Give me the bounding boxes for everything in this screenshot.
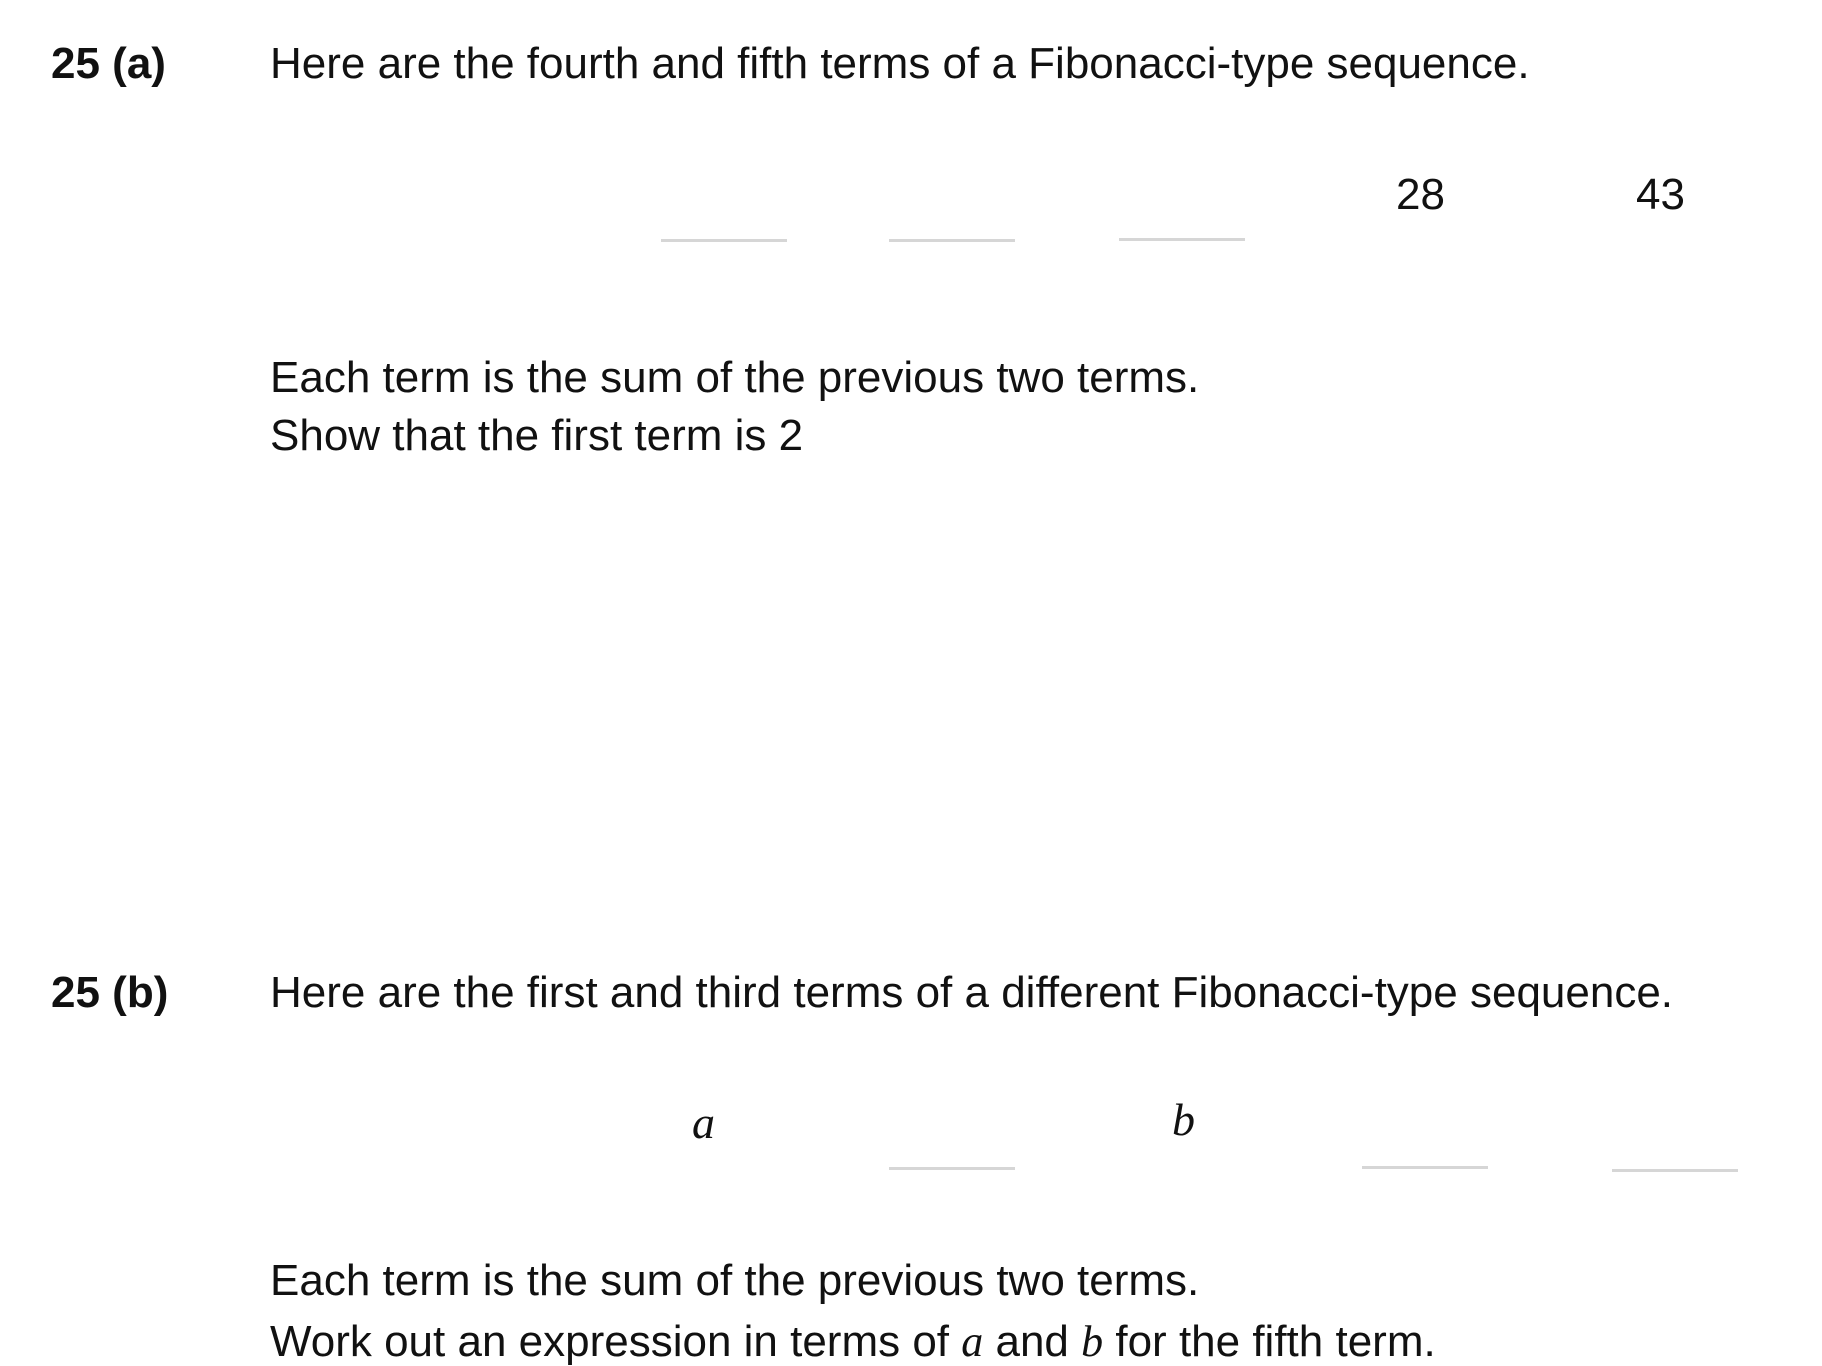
question-b-task-var-b: b: [1081, 1317, 1104, 1366]
sequence-b-blank-term-5: [1612, 1169, 1738, 1172]
question-b-task-and: and: [983, 1317, 1082, 1366]
question-a-rule: Each term is the sum of the previous two terms.: [270, 353, 1200, 402]
question-a-instructions: [270, 353, 1200, 460]
question-b-task-var-a: a: [961, 1317, 984, 1366]
question-b-task: [270, 1317, 1436, 1366]
sequence-b-term-3: b: [1172, 1094, 1195, 1145]
question-a-task: Show that the first term is 2: [270, 411, 804, 460]
sequence-a-blank-term-3: [1119, 238, 1245, 241]
sequence-b-term-1: a: [692, 1097, 715, 1148]
question-b-instructions: [270, 1256, 1436, 1366]
sequence-b-blank-term-4: [1362, 1166, 1488, 1169]
question-b-task-suffix: for the fifth term.: [1103, 1317, 1436, 1366]
sequence-a-blank-term-2: [889, 239, 1015, 242]
sequence-b-blank-term-2: [889, 1167, 1015, 1170]
sequence-a-blank-term-1: [661, 239, 787, 242]
sequence-a-term-4: 28: [1396, 170, 1445, 219]
question-a-intro: Here are the fourth and fifth terms of a Fibonacci-type sequence.: [270, 39, 1530, 88]
question-number-a: 25 (a): [51, 39, 166, 88]
question-number-b: 25 (b): [51, 968, 169, 1017]
question-b-intro: Here are the first and third terms of a different Fibonacci-type sequence.: [270, 968, 1674, 1017]
question-b-task-prefix: Work out an expression in terms of: [270, 1317, 962, 1366]
sequence-a-term-5: 43: [1636, 170, 1685, 219]
question-b-rule: Each term is the sum of the previous two terms.: [270, 1256, 1200, 1305]
